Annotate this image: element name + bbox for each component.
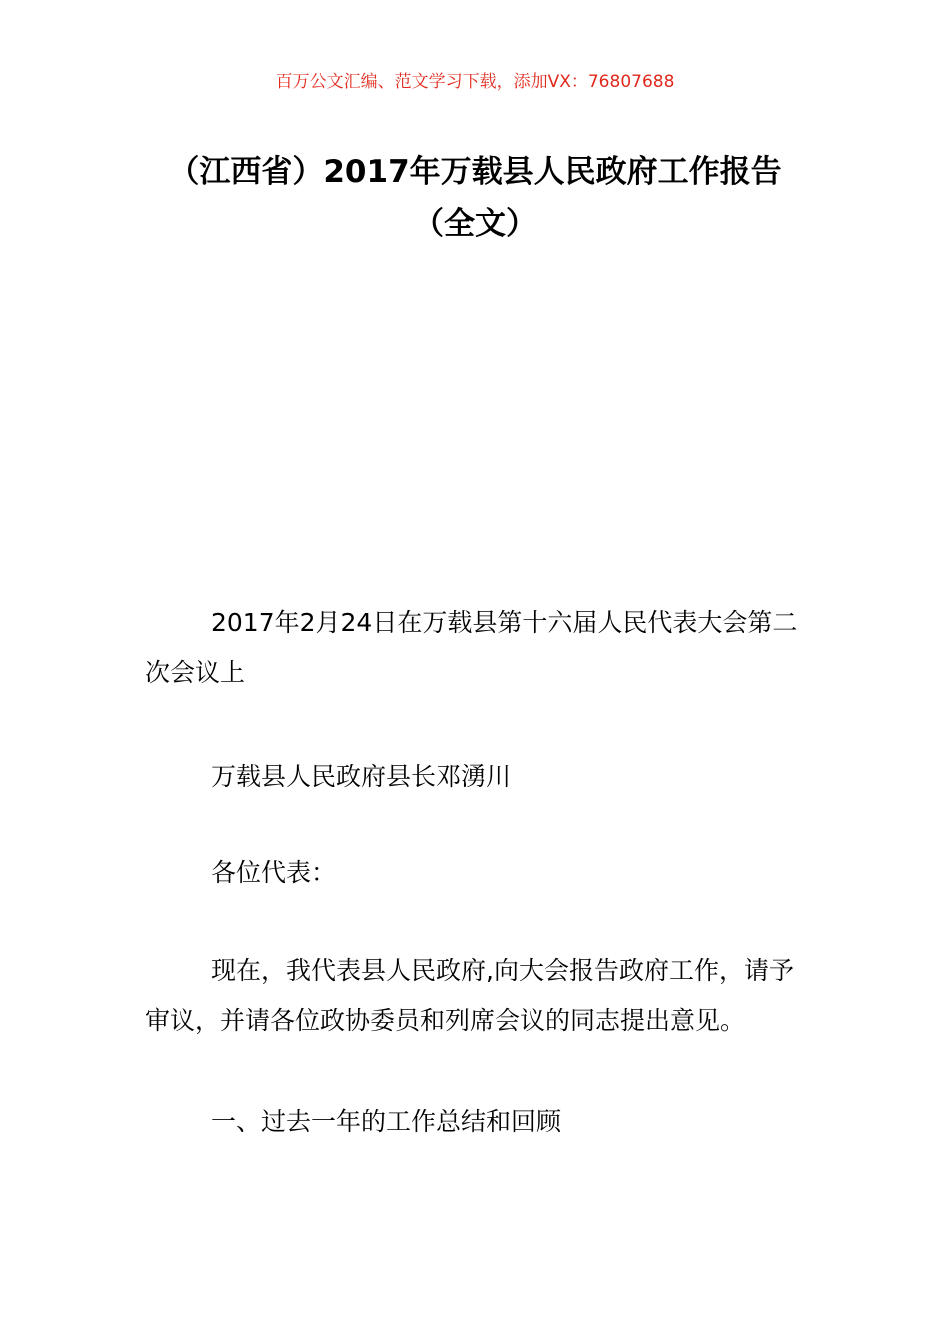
speaker-paragraph: 万载县人民政府县长邓湧川 xyxy=(211,762,512,791)
section-heading: 一、过去一年的工作总结和回顾 xyxy=(211,1107,562,1136)
header-note: 百万公文汇编、范文学习下载，添加VX：76807688 xyxy=(275,72,675,92)
salutation-paragraph: 各位代表： xyxy=(211,858,337,887)
meeting-info-paragraph: 2017年2月24日在万载县第十六届人民代表大会第二次会议上 xyxy=(145,608,798,687)
opening-paragraph: 现在，我代表县人民政府,向大会报告政府工作，请予审议，并请各位政协委员和列席会议的同志提出意见。 xyxy=(145,956,794,1035)
document-title: （江西省）2017年万载县人民政府工作报告（全文） xyxy=(168,154,782,242)
